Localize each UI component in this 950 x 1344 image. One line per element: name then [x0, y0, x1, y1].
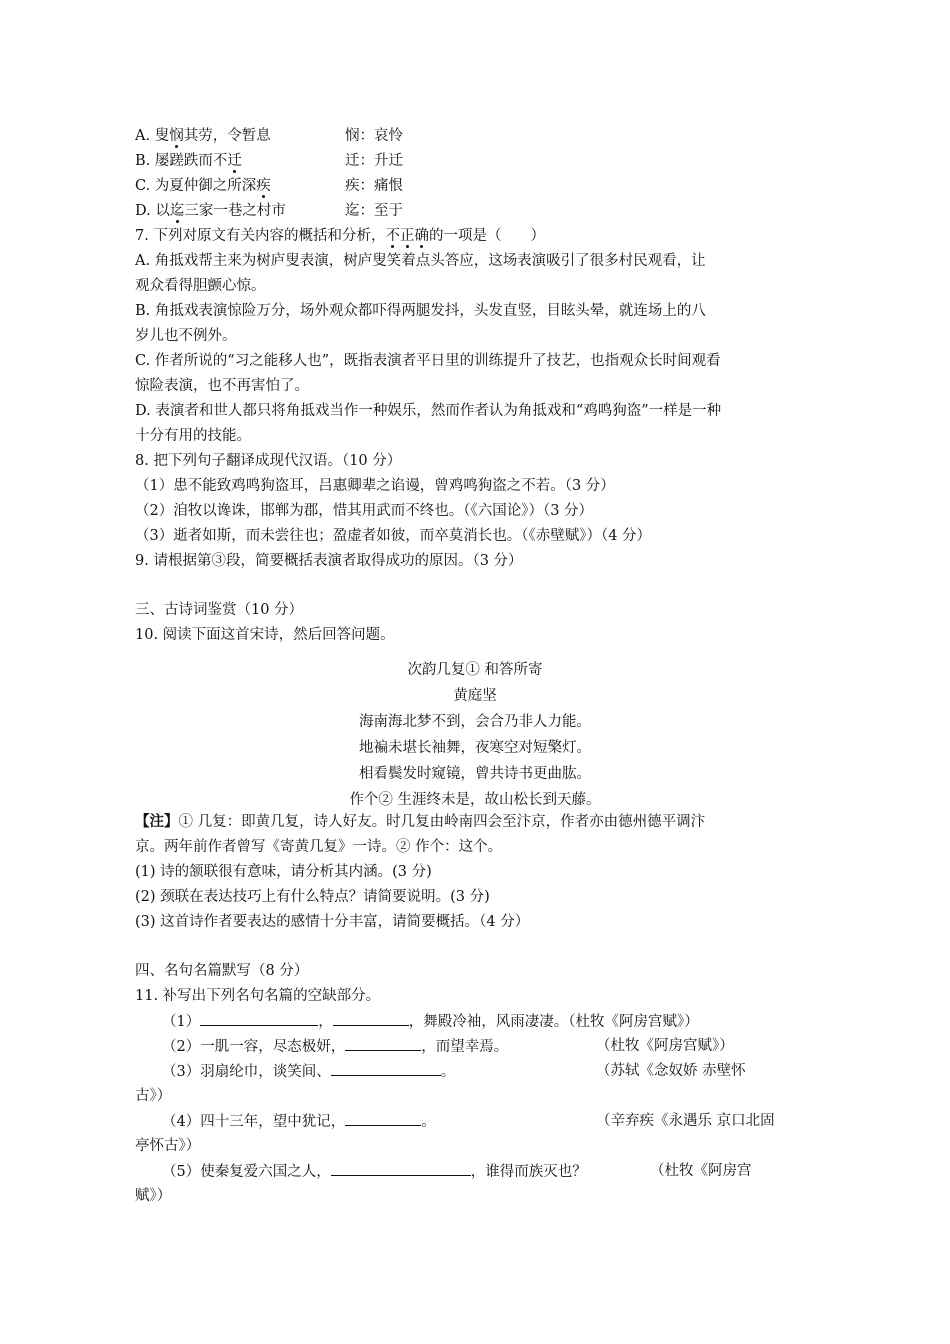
q11-item-4: （4）四十三年，望中犹记， 。 [162, 1111, 436, 1132]
q7-line: 观众看得胆颤心惊。 [135, 278, 266, 294]
answer-blank[interactable] [331, 1061, 441, 1076]
q7-line: C. 作者所说的“习之能移人也”，既指表演者平日里的训练提升了技艺，也指观众长时间观看 [135, 353, 721, 369]
q7-line: 惊险表演，也不再害怕了。 [135, 378, 309, 394]
q6-option-d: D. 以迄三家一巷之村市 [135, 203, 286, 219]
q11-item-5-source: （杜牧《阿房宫 [650, 1163, 752, 1179]
q6-gloss-c: 疾：痛恨 [345, 178, 403, 194]
q11-item-5: （5）使秦复爱六国之人， ，谁得而族灭也？ [162, 1161, 587, 1182]
q6-option-b: B. 屡蹉跌而不迁 [135, 153, 242, 169]
q11-stem: 11. 补写出下列名句名篇的空缺部分。 [135, 988, 381, 1004]
q9-stem: 9. 请根据第③段，简要概括表演者取得成功的原因。（3 分） [135, 553, 523, 569]
poem-line: 相看鬓发时窥镜，曾共诗书更曲肱。 [359, 766, 591, 782]
q7-line: A. 角抵戏帮主来为树庐叟表演，树庐叟笑着点头答应，这场表演吸引了很多村民观看，让 [135, 253, 706, 269]
poem-line: 海南海北梦不到，会合乃非人力能。 [359, 714, 591, 730]
q11-item-3: （3）羽扇纶巾，谈笑间、 。 [162, 1061, 455, 1082]
q8-item: （1）患不能致鸡鸣狗盗耳，吕惠卿辈之谄谩，曾鸡鸣狗盗之不若。（3 分） [135, 478, 615, 494]
q6-gloss-a: 悯：哀怜 [345, 128, 403, 144]
q6-gloss-b: 迁：升迁 [345, 153, 403, 169]
q11-item-2-source: （杜牧《阿房宫赋》） [596, 1038, 734, 1054]
section-4-title: 四、名句名篇默写（8 分） [135, 963, 309, 979]
answer-blank[interactable] [333, 1011, 409, 1026]
q7-line: 十分有用的技能。 [135, 428, 251, 444]
answer-blank[interactable] [331, 1161, 471, 1176]
q11-item-3-source-cont: 古》） [135, 1088, 172, 1104]
q7-line: D. 表演者和世人都只将角抵戏当作一种娱乐，然而作者认为角抵戏和“鸡鸣狗盗”一样是一种 [135, 403, 722, 419]
q6-option-a: A. 叟悯其劳，令暂息 [135, 128, 271, 144]
q6-option-c: C. 为夏仲御之所深疾 [135, 178, 271, 194]
q10-question: (1) 诗的颔联很有意味，请分析其内涵。(3 分) [135, 864, 432, 880]
q7-line: 岁儿也不例外。 [135, 328, 237, 344]
answer-blank[interactable] [200, 1011, 318, 1026]
q10-stem: 10. 阅读下面这首宋诗，然后回答问题。 [135, 627, 395, 643]
q11-item-5-source-cont: 赋》） [135, 1188, 172, 1204]
q11-item-1: （1） ， ，舞殿冷袖，风雨凄凄。（杜牧《阿房宫赋》） [162, 1011, 699, 1032]
poem-author: 黄庭坚 [453, 688, 497, 704]
q10-question: (3) 这首诗作者要表达的感情十分丰富，请简要概括。（4 分） [135, 914, 530, 930]
q7-line: B. 角抵戏表演惊险万分，场外观众都吓得两腿发抖，头发直竖，目眩头晕，就连场上的八 [135, 303, 706, 319]
q10-question: (2) 颈联在表达技巧上有什么特点？请简要说明。(3 分) [135, 889, 490, 905]
q8-stem: 8. 把下列句子翻译成现代汉语。（10 分） [135, 453, 402, 469]
poem-title: 次韵几复① 和答所寄 [407, 662, 543, 678]
q8-item: （3）逝者如斯，而未尝往也；盈虚者如彼，而卒莫消长也。（《赤壁赋》）（4 分） [135, 528, 652, 544]
q6-gloss-d: 迄：至于 [345, 203, 403, 219]
poem-line: 作个② 生涯终未是，故山松长到天藤。 [349, 792, 601, 808]
q11-item-4-source: （辛弃疾《永遇乐 京口北固 [596, 1113, 775, 1129]
q11-item-3-source: （苏轼《念奴娇 赤壁怀 [596, 1063, 746, 1079]
poem-note: 京。两年前作者曾写《寄黄几复》一诗。② 作个：这个。 [135, 839, 503, 855]
section-3-title: 三、古诗词鉴赏（10 分） [135, 602, 304, 618]
answer-blank[interactable] [345, 1036, 421, 1051]
q11-item-2: （2）一肌一容，尽态极妍， ，而望幸焉。 [162, 1036, 508, 1057]
q7-stem: 7. 下列对原文有关内容的概括和分析，不正确的一项是（ ） [135, 228, 545, 244]
answer-blank[interactable] [345, 1111, 421, 1126]
q8-item: （2）洎牧以谗诛，邯郸为郡，惜其用武而不终也。（《六国论》）（3 分） [135, 503, 594, 519]
q11-item-4-source-cont: 亭怀古》） [135, 1138, 201, 1154]
poem-line: 地褊未堪长袖舞，夜寒空对短檠灯。 [359, 740, 591, 756]
poem-note: 【注】① 几复：即黄几复，诗人好友。时几复由岭南四会至汴京，作者亦由德州德平调汴 [135, 813, 706, 830]
